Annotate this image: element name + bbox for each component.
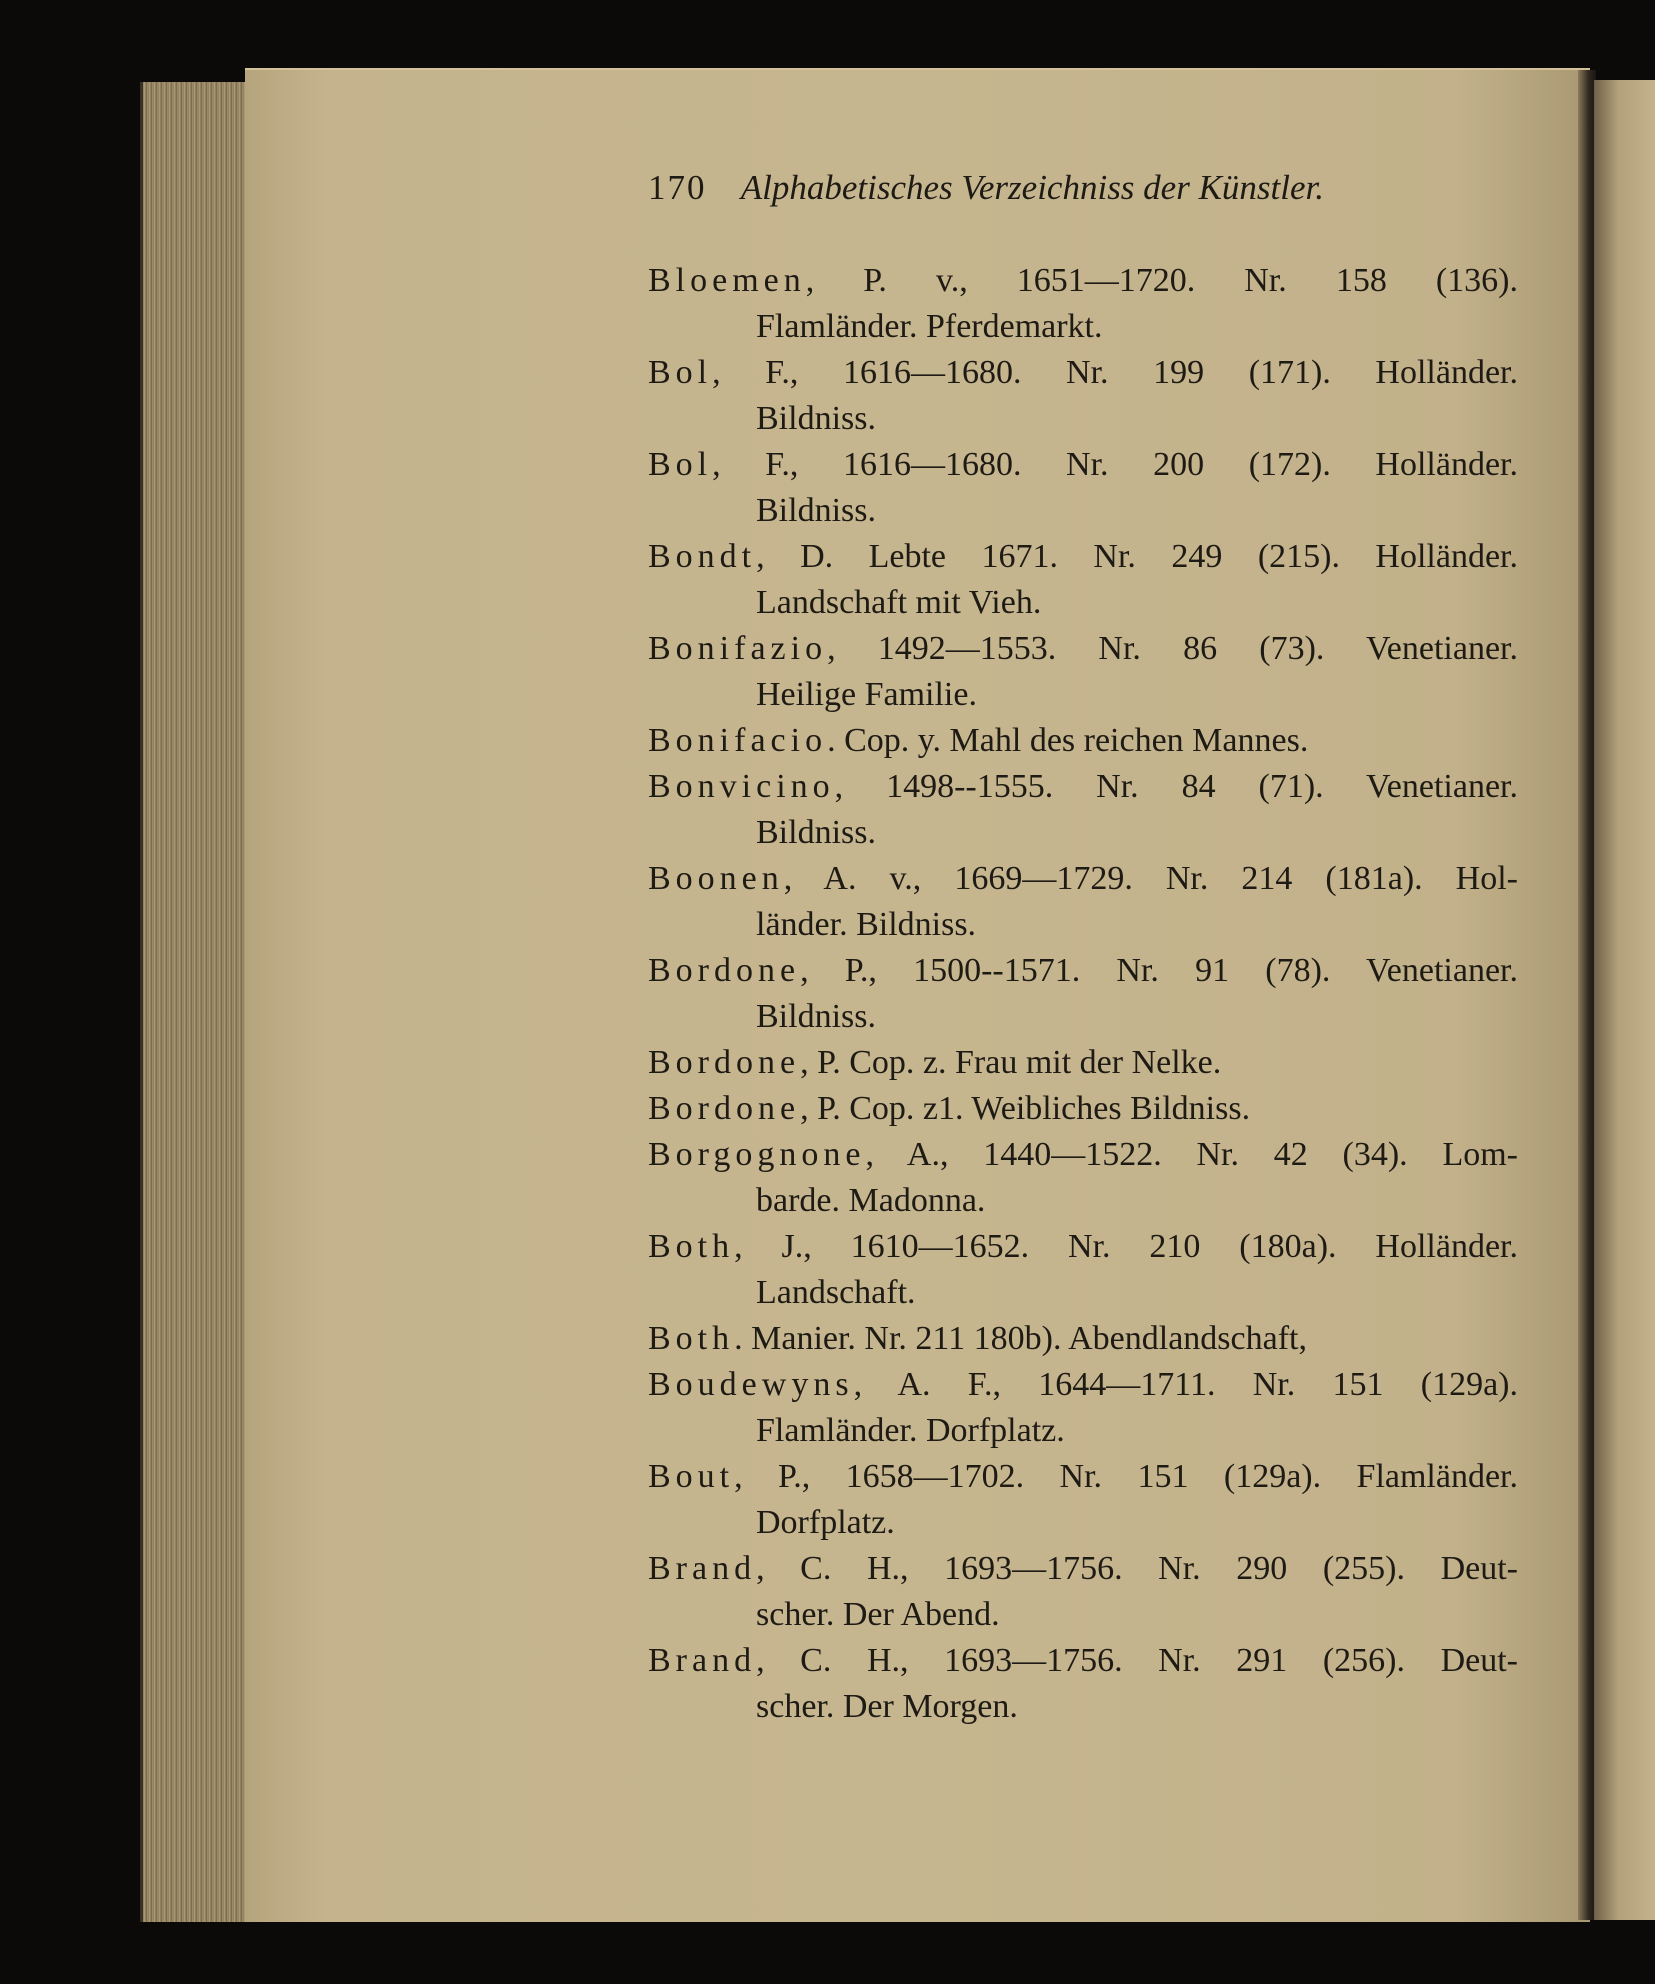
index-entry	[648, 258, 1518, 350]
entry-continuation: Bildniss.	[756, 400, 876, 437]
artist-index-list	[648, 258, 1518, 1730]
entry-continuation: Landschaft mit Vieh.	[756, 584, 1042, 621]
entry-details: , A. v., 1669—1729. Nr. 214 (181a). Hol-	[783, 860, 1518, 897]
entry-first-line	[648, 1316, 1518, 1362]
artist-name: Bonifacio	[648, 722, 828, 759]
entry-first-line	[648, 1224, 1518, 1270]
entry-details: , 1492—1553. Nr. 86 (73). Venetianer.	[827, 630, 1518, 667]
entry-details: , P. Cop. z1. Weibliches Bildniss.	[800, 1090, 1251, 1127]
entry-first-line	[648, 350, 1518, 396]
artist-name: Brand	[648, 1642, 757, 1679]
index-entry	[648, 350, 1518, 442]
entry-continuation: Flamländer. Pferdemarkt.	[756, 308, 1103, 345]
index-entry	[648, 1132, 1518, 1224]
index-entry	[648, 1638, 1518, 1730]
entry-first-line	[648, 1638, 1518, 1684]
entry-details: , P. v., 1651—1720. Nr. 158 (136).	[805, 262, 1518, 299]
artist-name: Boonen	[648, 860, 784, 897]
entry-continuation: Heilige Familie.	[756, 676, 977, 713]
entry-first-line	[648, 948, 1518, 994]
facing-page-edge	[1594, 80, 1655, 1920]
entry-details: , P., 1500--1571. Nr. 91 (78). Venetianer.	[800, 952, 1518, 989]
artist-name: Bonvicino	[648, 768, 835, 805]
entry-details: , P., 1658—1702. Nr. 151 (129a). Flamländer.	[734, 1458, 1518, 1495]
entry-continuation: Dorfplatz.	[756, 1504, 895, 1541]
artist-name: Bol	[648, 446, 713, 483]
running-head	[648, 168, 1428, 216]
entry-first-line	[648, 258, 1518, 304]
page-title: Alphabetisches Verzeichniss der Künstler.	[740, 168, 1325, 207]
index-entry	[648, 1086, 1518, 1132]
entry-first-line	[648, 856, 1518, 902]
artist-name: Bordone	[648, 1044, 801, 1081]
entry-details: , F., 1616—1680. Nr. 200 (172). Holländer.	[712, 446, 1518, 483]
index-entry	[648, 626, 1518, 718]
index-entry	[648, 718, 1518, 764]
entry-first-line	[648, 1086, 1518, 1132]
artist-name: Both	[648, 1320, 735, 1357]
artist-name: Bondt	[648, 538, 757, 575]
entry-first-line	[648, 764, 1518, 810]
entry-first-line	[648, 1454, 1518, 1500]
entry-details: . Manier. Nr. 211 180b). Abendlandschaft,	[734, 1320, 1307, 1357]
entry-first-line	[648, 1132, 1518, 1178]
index-entry	[648, 1316, 1518, 1362]
artist-name: Bol	[648, 354, 713, 391]
entry-details: , C. H., 1693—1756. Nr. 290 (255). Deut-	[756, 1550, 1518, 1587]
entry-continuation: länder. Bildniss.	[756, 906, 977, 943]
artist-name: Bloemen	[648, 262, 806, 299]
index-entry	[648, 1224, 1518, 1316]
artist-name: Bout	[648, 1458, 735, 1495]
index-entry	[648, 856, 1518, 948]
page-number: 170	[648, 168, 707, 207]
entry-details: , D. Lebte 1671. Nr. 249 (215). Holländer.	[756, 538, 1518, 575]
entry-first-line	[648, 626, 1518, 672]
artist-name: Borgognone	[648, 1136, 866, 1173]
index-entry	[648, 1040, 1518, 1086]
entry-details: , P. Cop. z. Frau mit der Nelke.	[800, 1044, 1222, 1081]
index-entry	[648, 764, 1518, 856]
index-entry	[648, 1362, 1518, 1454]
entry-first-line	[648, 1040, 1518, 1086]
index-entry	[648, 948, 1518, 1040]
entry-continuation: Bildniss.	[756, 492, 876, 529]
index-entry	[648, 1454, 1518, 1546]
artist-name: Bordone	[648, 1090, 801, 1127]
entry-continuation: Flamländer. Dorfplatz.	[756, 1412, 1065, 1449]
entry-details: . Cop. y. Mahl des reichen Mannes.	[827, 722, 1309, 759]
entry-continuation: Landschaft.	[756, 1274, 916, 1311]
artist-name: Both	[648, 1228, 735, 1265]
entry-continuation: scher. Der Morgen.	[756, 1688, 1018, 1725]
artist-name: Brand	[648, 1550, 757, 1587]
artist-name: Bonifazio	[648, 630, 828, 667]
entry-first-line	[648, 534, 1518, 580]
entry-details: , A., 1440—1522. Nr. 42 (34). Lom-	[865, 1136, 1518, 1173]
artist-name: Boudewyns	[648, 1366, 854, 1403]
entry-continuation: barde. Madonna.	[756, 1182, 986, 1219]
entry-details: , A. F., 1644—1711. Nr. 151 (129a).	[853, 1366, 1518, 1403]
artist-name: Bordone	[648, 952, 801, 989]
index-entry	[648, 442, 1518, 534]
entry-details: , J., 1610—1652. Nr. 210 (180a). Holländer.	[734, 1228, 1518, 1265]
entry-first-line	[648, 442, 1518, 488]
page-edges	[140, 82, 261, 1922]
entry-details: , 1498--1555. Nr. 84 (71). Venetianer.	[834, 768, 1518, 805]
index-entry	[648, 1546, 1518, 1638]
entry-continuation: scher. Der Abend.	[756, 1596, 1000, 1633]
entry-continuation: Bildniss.	[756, 998, 876, 1035]
entry-first-line	[648, 718, 1518, 764]
entry-continuation: Bildniss.	[756, 814, 876, 851]
index-entry	[648, 534, 1518, 626]
entry-first-line	[648, 1362, 1518, 1408]
entry-details: , C. H., 1693—1756. Nr. 291 (256). Deut-	[756, 1642, 1518, 1679]
entry-details: , F., 1616—1680. Nr. 199 (171). Holländer.	[712, 354, 1518, 391]
entry-first-line	[648, 1546, 1518, 1592]
